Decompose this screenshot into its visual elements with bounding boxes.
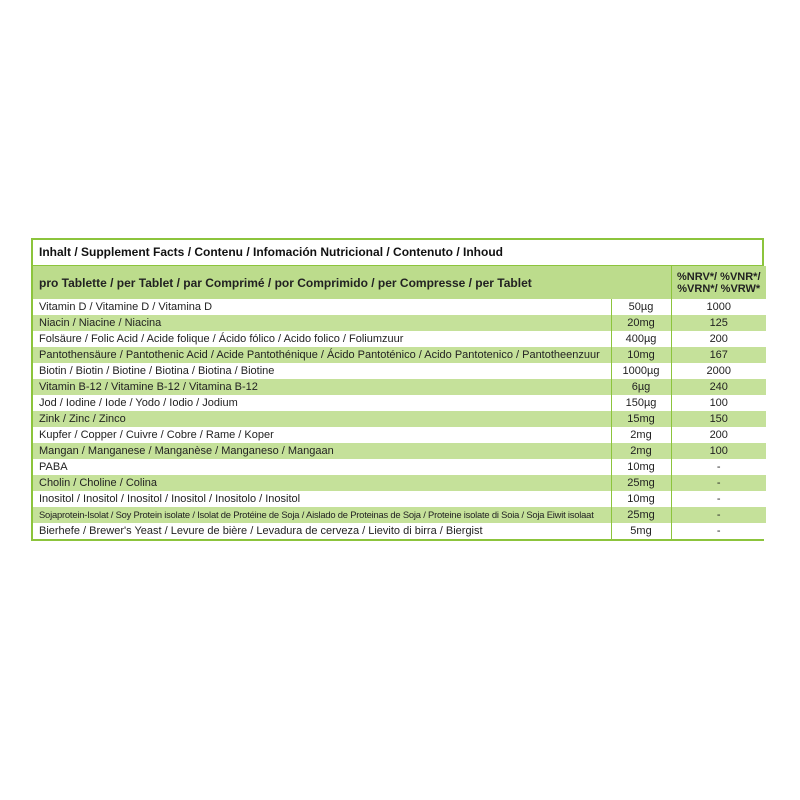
table-row [33, 523, 766, 539]
nutrient-name: Jod / Iodine / Iode / Yodo / Iodio / Jodium [33, 395, 611, 411]
nutrient-name: Pantothensäure / Pantothenic Acid / Acide Pantothénique / Ácido Pantoténico / Acido Pantotenico / Pantotheenzuur [33, 347, 611, 363]
table-row [33, 299, 766, 315]
nutrient-nrv: - [671, 507, 766, 523]
nutrient-name: Bierhefe / Brewer's Yeast / Levure de bière / Levadura de cerveza / Lievito di birra / Biergist [33, 523, 611, 539]
nutrient-amount: 2mg [611, 443, 671, 459]
nutrient-name: PABA [33, 459, 611, 475]
table-row [33, 331, 766, 347]
table-row [33, 347, 766, 363]
nutrient-amount: 10mg [611, 347, 671, 363]
nutrient-name: Niacin / Niacine / Niacina [33, 315, 611, 331]
table-row [33, 363, 766, 379]
nrv-header [671, 266, 766, 299]
nutrient-name: Kupfer / Copper / Cuivre / Cobre / Rame / Koper [33, 427, 611, 443]
nutrient-nrv: 125 [671, 315, 766, 331]
nutrient-nrv: - [671, 459, 766, 475]
nutrient-name: Vitamin B-12 / Vitamine B-12 / Vitamina B-12 [33, 379, 611, 395]
nutrient-nrv: 167 [671, 347, 766, 363]
table-row [33, 315, 766, 331]
table-row [33, 379, 766, 395]
nutrient-nrv: 200 [671, 427, 766, 443]
per-tablet-header: pro Tablette / per Tablet / par Comprimé / por Comprimido / per Compresse / per Tablet [33, 266, 671, 299]
nutrient-amount: 1000µg [611, 363, 671, 379]
nutrient-nrv: 100 [671, 443, 766, 459]
nutrient-amount: 2mg [611, 427, 671, 443]
table-row [33, 491, 766, 507]
nutrient-name: Inositol / Inositol / Inositol / Inositol / Inositolo / Inositol [33, 491, 611, 507]
nutrient-name: Biotin / Biotin / Biotine / Biotina / Biotina / Biotine [33, 363, 611, 379]
nutrient-name: Sojaprotein-Isolat / Soy Protein isolate / Isolat de Protéine de Soja / Aislado de Proteinas de Soja / Proteine isolate di Soia / Soja Eiwit isolaat [33, 507, 611, 523]
nutrient-amount: 20mg [611, 315, 671, 331]
nutrient-amount: 6µg [611, 379, 671, 395]
nutrient-nrv: 240 [671, 379, 766, 395]
nutrient-nrv: 2000 [671, 363, 766, 379]
table-row [33, 459, 766, 475]
header-row [33, 266, 766, 299]
nrv-header-line-1: %NRV*/ %VNR*/ [676, 270, 761, 283]
table-row [33, 507, 766, 523]
nrv-header-line-2: %VRN*/ %VRW* [677, 282, 761, 295]
nutrient-nrv: 150 [671, 411, 766, 427]
nutrient-nrv: - [671, 523, 766, 539]
table-row [33, 443, 766, 459]
nutrient-amount: 400µg [611, 331, 671, 347]
table-row [33, 411, 766, 427]
nutrient-amount: 15mg [611, 411, 671, 427]
nutrient-amount: 10mg [611, 491, 671, 507]
nutrient-name: Mangan / Manganese / Manganèse / Manganeso / Mangaan [33, 443, 611, 459]
nutrition-grid [33, 266, 766, 539]
nutrient-amount: 150µg [611, 395, 671, 411]
nutrient-amount: 50µg [611, 299, 671, 315]
nutrient-amount: 5mg [611, 523, 671, 539]
table-row [33, 395, 766, 411]
nutrient-amount: 25mg [611, 507, 671, 523]
nutrient-name: Cholin / Choline / Colina [33, 475, 611, 491]
table-title: Inhalt / Supplement Facts / Contenu / Infomación Nutricional / Contenuto / Inhoud [33, 240, 762, 266]
table-row [33, 475, 766, 491]
nutrient-nrv: - [671, 491, 766, 507]
nutrient-nrv: - [671, 475, 766, 491]
nutrient-amount: 10mg [611, 459, 671, 475]
nutrient-nrv: 100 [671, 395, 766, 411]
nutrient-name: Vitamin D / Vitamine D / Vitamina D [33, 299, 611, 315]
nutrient-amount: 25mg [611, 475, 671, 491]
supplement-facts-table [31, 238, 764, 541]
nutrient-name: Zink / Zinc / Zinco [33, 411, 611, 427]
nutrient-name: Folsäure / Folic Acid / Acide folique / Ácido fólico / Acido folico / Foliumzuur [33, 331, 611, 347]
nutrient-nrv: 200 [671, 331, 766, 347]
table-row [33, 427, 766, 443]
nutrient-nrv: 1000 [671, 299, 766, 315]
